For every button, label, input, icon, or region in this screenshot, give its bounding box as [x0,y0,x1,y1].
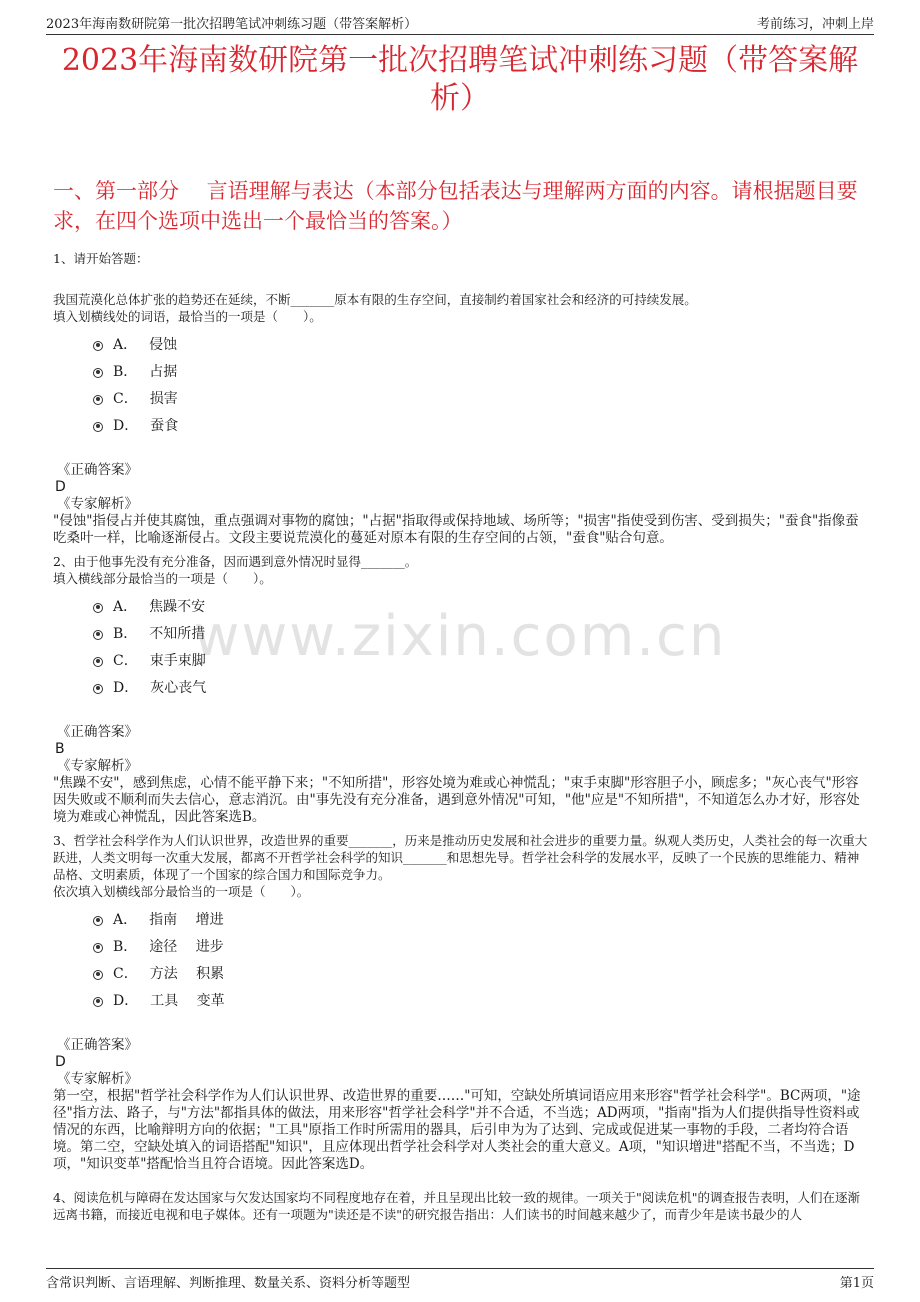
option-letter: D． [113,992,139,1009]
option-letter: B． [113,625,138,642]
answer-value: D [55,479,66,495]
option-text: 焦躁不安 [149,598,206,615]
option-d[interactable] [93,673,870,700]
question-stem: 4、阅读危机与障碍在发达国家与欠发达国家均不同程度地存在着，并且呈现出比较一致的规律。一项关于"阅读危机"的调查报告表明，人们在逐渐远离书籍，而接近电视和电子媒体。还有一项题为"读还是不读"的研究报告指出：人们读书的时间越来越少了，而青少年是读书最少的人 [53,1190,860,1222]
option-text: 途径 进步 [149,938,224,955]
option-text: 方法 积累 [149,965,225,982]
header-doc-title: 2023年海南数研院第一批次招聘笔试冲刺练习题（带答案解析） [46,17,418,32]
option-letter: D． [113,679,139,696]
option-text: 束手束脚 [149,652,206,669]
analysis-text: 第一空，根据"哲学社会科学作为人们认识世界、改造世界的重要……"可知，空缺处所填词语应用来形容"哲学社会科学"。BC两项，"途径"指方法、路子，与"方法"都指具体的做法，用来形容"哲学社会科学"并不合适，不当选；AD两项，"指南"指为人们提供指导性资料或情况的东西，比喻辩明方向的依据；"工具"原指工作时所需用的器具，后引申为为了达到、完成或促进某一事物的手段，二者均符合语境。第二空，空缺处填入的词语搭配"知识"，且应体现出哲学社会科学对人类社会的重大意义。A项，"知识增进"搭配不当，不当选；D项，"知识变革"搭配恰当且符合语境。因此答案选D。 [53,1088,861,1172]
question-stem: 2、由于他事先没有充分准备，因而遇到意外情况时显得_______。 [53,554,418,569]
page-footer [46,1268,874,1294]
page-number: 第1页 [839,1276,874,1291]
option-text: 蚕食 [150,417,179,434]
option-text: 工具 变革 [150,992,225,1009]
question-ask: 填入横线部分最恰当的一项是（ ）。 [53,571,272,586]
option-letter: D． [113,417,139,434]
answer-heading: 《正确答案》 [57,462,138,478]
radio-icon[interactable] [93,603,103,613]
option-text: 指南 增进 [149,911,224,928]
option-a[interactable] [93,330,870,357]
section-title: 一、第一部分 言语理解与表达（本部分包括表达与理解两方面的内容。请根据题目要求，在四个选项中选出一个最恰当的答案。） [53,179,858,233]
option-letter: B． [113,363,138,380]
question-content [53,250,870,1223]
option-text: 不知所措 [149,625,206,642]
intro-label: 1、请开始答题： [53,251,149,266]
option-letter: A． [113,911,138,928]
header-slogan: 考前练习，冲刺上岸 [756,17,874,32]
question-3 [53,832,870,1173]
radio-icon[interactable] [93,368,103,378]
radio-icon[interactable] [93,916,103,926]
watermark: www.zixin.com.cn [193,604,727,669]
analysis-heading: 《专家解析》 [57,1071,138,1087]
document-title: 2023年海南数研院第一批次招聘笔试冲刺练习题（带答案解析） [61,43,859,116]
radio-icon[interactable] [93,657,103,667]
option-list [93,330,870,438]
option-letter: B． [113,938,138,955]
question-stem: 3、哲学社会科学作为人们认识世界，改造世界的重要_______，历来是推动历史发展和社会进步的重要力量。纵观人类历史，人类社会的每一次重大跃进，人类文明每一次重大发展，都离不开哲学社会科学的知识_______和思想先导。哲学社会科学的发展水平，反映了一个民族的思维能力、精神品格、文明素质，体现了一个国家的综合国力和国际竞争力。 [53,833,868,882]
option-text: 占据 [149,363,178,380]
answer-value: D [55,1054,66,1070]
radio-icon[interactable] [93,395,103,405]
option-b[interactable] [93,357,870,384]
option-c[interactable] [93,384,870,411]
radio-icon[interactable] [93,997,103,1007]
option-a[interactable] [93,905,870,932]
question-ask: 依次填入划横线部分最恰当的一项是（ ）。 [53,884,310,899]
analysis-text: "侵蚀"指侵占并使其腐蚀，重点强调对事物的腐蚀；"占据"指取得或保持地域、场所等；"损害"指使受到伤害、受到损失；"蚕食"指像蚕吃桑叶一样，比喻逐渐侵占。文段主要说荒漠化的蔓延对原本有限的生存空间的占领，"蚕食"贴合句意。 [53,513,859,546]
radio-icon[interactable] [93,684,103,694]
question-2 [53,553,870,826]
option-letter: C． [113,965,138,982]
answer-heading: 《正确答案》 [57,724,138,740]
radio-icon[interactable] [93,422,103,432]
analysis-heading: 《专家解析》 [57,758,138,774]
option-c[interactable] [93,959,870,986]
footer-question-types: 含常识判断、言语理解、判断推理、数量关系、资料分析等题型 [46,1276,411,1291]
radio-icon[interactable] [93,943,103,953]
option-list [93,905,870,1013]
answer-value: B [55,741,65,757]
option-letter: C． [113,390,138,407]
option-text: 损害 [149,390,178,407]
option-d[interactable] [93,986,870,1013]
option-a[interactable] [93,592,870,619]
radio-icon[interactable] [93,970,103,980]
option-text: 侵蚀 [149,336,178,353]
option-letter: C． [113,652,138,669]
page-header [46,10,874,35]
option-letter: A． [113,598,138,615]
option-b[interactable] [93,932,870,959]
option-letter: A． [113,336,138,353]
analysis-heading: 《专家解析》 [57,496,138,512]
radio-icon[interactable] [93,630,103,640]
answer-heading: 《正确答案》 [57,1037,138,1053]
question-1 [53,291,870,547]
question-4 [53,1189,870,1223]
option-c[interactable] [93,646,870,673]
option-list [93,592,870,700]
analysis-text: "焦躁不安"，感到焦虑，心情不能平静下来；"不知所措"，形容处境为难或心神慌乱；"束手束脚"形容胆子小，顾虑多；"灰心丧气"形容因失败或不顺利而失去信心，意志消沉。由"事先没有充分准备，遇到意外情况"可知，"他"应是"不知所措"，不知道怎么办才好，形容处境为难或心神慌乱，因此答案选B。 [53,775,860,825]
option-b[interactable] [93,619,870,646]
option-d[interactable] [93,411,870,438]
question-stem: 我国荒漠化总体扩张的趋势还在延续，不断_______原本有限的生存空间，直接制约着国家社会和经济的可持续发展。 [53,292,697,307]
question-ask: 填入划横线处的词语，最恰当的一项是（ ）。 [53,309,322,324]
option-text: 灰心丧气 [150,679,207,696]
radio-icon[interactable] [93,341,103,351]
